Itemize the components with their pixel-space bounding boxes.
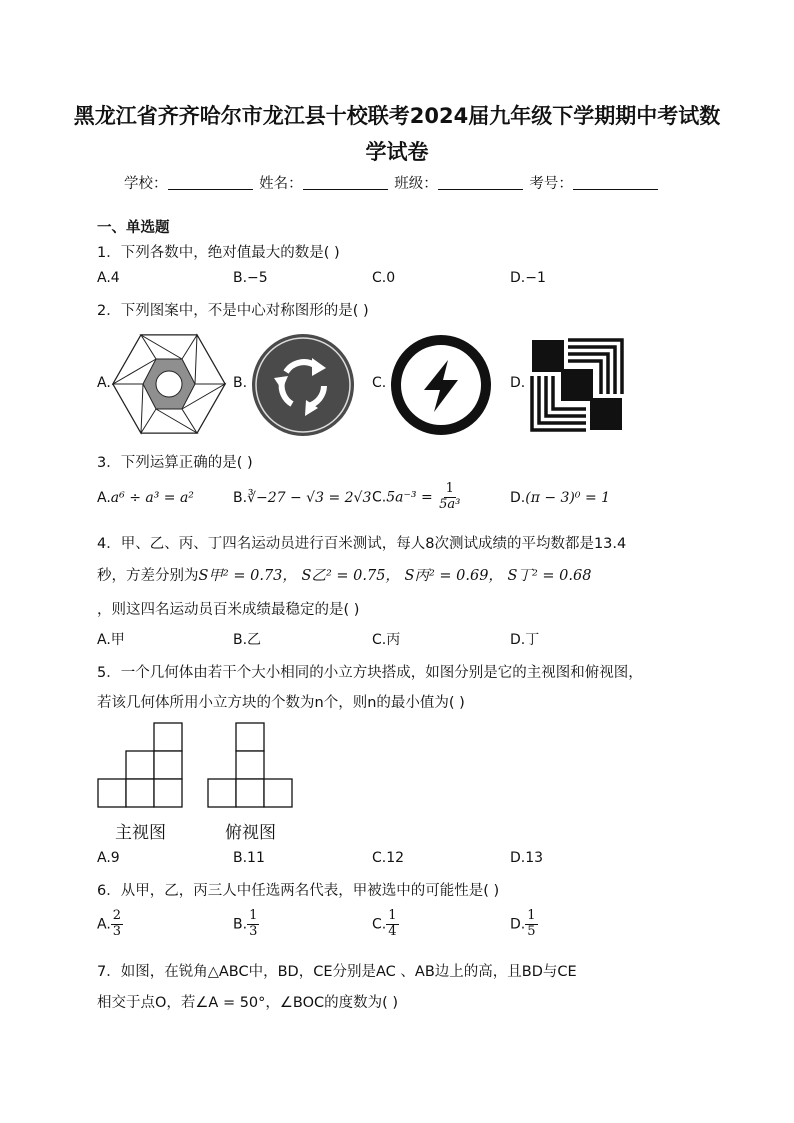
field-class-label: 班级： [394,176,438,192]
q7-line1: 7．如图，在锐角△ABC中，BD，CE分别是AC 、AB边上的高，且BD与CE [97,964,577,980]
q3-stem: 3．下列运算正确的是( ) [97,455,253,471]
q2-option-b: B. [233,375,248,391]
q4-line1: 4．甲、乙、丙、丁四名运动员进行百米测试，每人8次测试成绩的平均数都是13.4 [97,536,627,552]
q4-option-a: A.甲 [97,632,125,648]
q1-option-a: A.4 [97,270,120,286]
q1-option-b: B.−5 [233,270,268,286]
q4-option-c: C.丙 [372,632,401,648]
field-class-blank[interactable] [438,175,523,190]
q6-stem: 6．从甲，乙，丙三人中任选两名代表，甲被选中的可能性是( ) [97,883,500,899]
q1-stem: 1．下列各数中，绝对值最大的数是( ) [97,245,340,261]
figure-roundabout-sign [250,332,356,438]
q2-option-a: A. [97,375,111,391]
front-view-caption: 主视图 [115,823,166,843]
q3-option-c: C.5a⁻³ = $\frac{1}{\text{5a³}}$ [372,481,461,512]
info-fields [124,172,660,193]
q5-option-a: A.9 [97,850,120,866]
q4-option-d: D.丁 [510,632,540,648]
q7-line2: 相交于点O，若∠A = 50°，∠BOC的度数为( ) [97,995,399,1011]
figure-front-view [97,722,185,808]
q2-option-d: D. [510,375,526,391]
q5-line2: 若该几何体所用小立方块的个数为n个，则n的最小值为( ) [97,695,465,711]
field-name-blank[interactable] [303,175,388,190]
q6-option-a: A. $\frac{2}{3}$ [97,908,122,939]
q6-option-c: C. $\frac{1}{4}$ [372,908,397,939]
q3-option-a: A.a⁶ ÷ a³ = a² [97,490,194,506]
top-view-caption: 俯视图 [225,823,276,843]
q1-option-c: C.0 [372,270,396,286]
q4-option-b: B.乙 [233,632,262,648]
q2-option-c: C. [372,375,387,391]
section-heading: 一、单选题 [97,220,170,236]
q6-option-b: B. $\frac{1}{3}$ [233,908,258,939]
q5-line1: 5．一个几何体由若干个大小相同的小立方块搭成，如图分别是它的主视图和俯视图， [97,665,643,681]
q6-option-d: D. $\frac{1}{5}$ [510,908,536,939]
field-school-blank[interactable] [168,175,253,190]
q5-option-d: D.13 [510,850,544,866]
field-id-label: 考号： [529,176,573,192]
field-school-label: 学校： [124,176,168,192]
q3-c-fraction: $\frac{1}{\text{5a³}}$ [439,481,461,512]
q3-option-d: D.(π − 3)⁰ = 1 [510,490,611,506]
figure-hexagon-pinwheel [110,332,228,436]
page-title-line1: 黑龙江省齐齐哈尔市龙江县十校联考2024届九年级下学期期中考试数 [73,104,721,128]
q4-line3: ，则这四名运动员百米成绩最稳定的是( ) [97,602,360,618]
q2-stem: 2．下列图案中，不是中心对称图形的是( ) [97,303,369,319]
figure-lightning-ring [388,332,494,438]
figure-striped-squares [528,336,626,434]
page-title-line2: 学试卷 [365,140,429,164]
q1-option-d: D.−1 [510,270,546,286]
q5-option-c: C.12 [372,850,405,866]
figure-top-view [207,722,295,808]
field-id-blank[interactable] [573,175,658,190]
q5-option-b: B.11 [233,850,265,866]
q4-line2: 秒，方差分别为S甲² = 0.73， S乙² = 0.75， S丙² = 0.69， S丁² = 0.68 [97,568,592,584]
field-name-label: 姓名： [259,176,303,192]
q3-option-b: B.∛−27 − √3 = 2√3 [233,490,372,506]
